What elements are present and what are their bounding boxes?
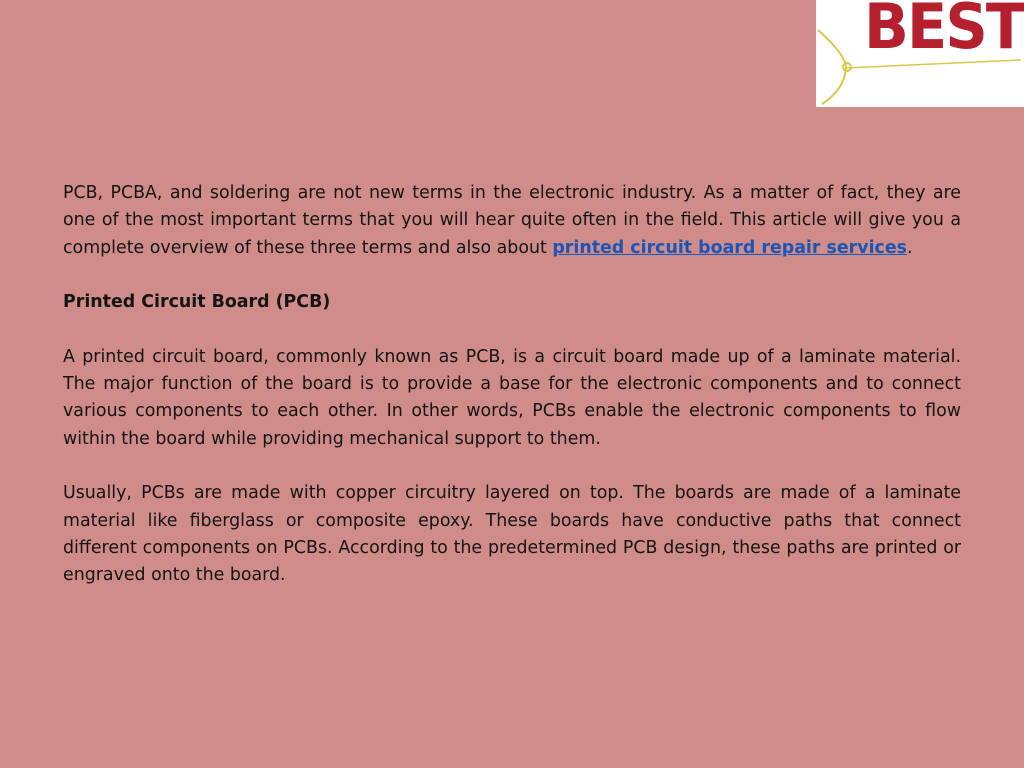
article-body: [63, 180, 961, 617]
intro-text: PCB, PCBA, and soldering are not new terms in the electronic industry. As a matter of fact, they are one of the most important terms that you will hear quite often in the field. This article will give you a complete overview of these three terms and also about: [63, 183, 961, 258]
intro-text-end: .: [907, 237, 913, 258]
section-heading: Printed Circuit Board (PCB): [63, 292, 331, 313]
repair-services-link[interactable]: printed circuit board repair services: [552, 237, 908, 258]
pcb-materials-paragraph: Usually, PCBs are made with copper circuitry layered on top. The boards are made of a laminate material like fiberglass or composite epoxy. These boards have conductive paths that connect different components on PCBs. According to the predetermined PCB design, these paths are printed or engraved onto the board.: [63, 483, 961, 586]
pcb-definition-paragraph: A printed circuit board, commonly known as PCB, is a circuit board made up of a laminate material. The major function of the board is to provide a base for the electronic components and to connect various components to each other. In other words, PCBs enable the electronic components to flow within the board while providing mechanical support to them.: [63, 346, 961, 449]
intro-paragraph: [63, 180, 961, 262]
logo-text: BEST: [864, 0, 1024, 63]
brand-logo: [816, 0, 1024, 107]
